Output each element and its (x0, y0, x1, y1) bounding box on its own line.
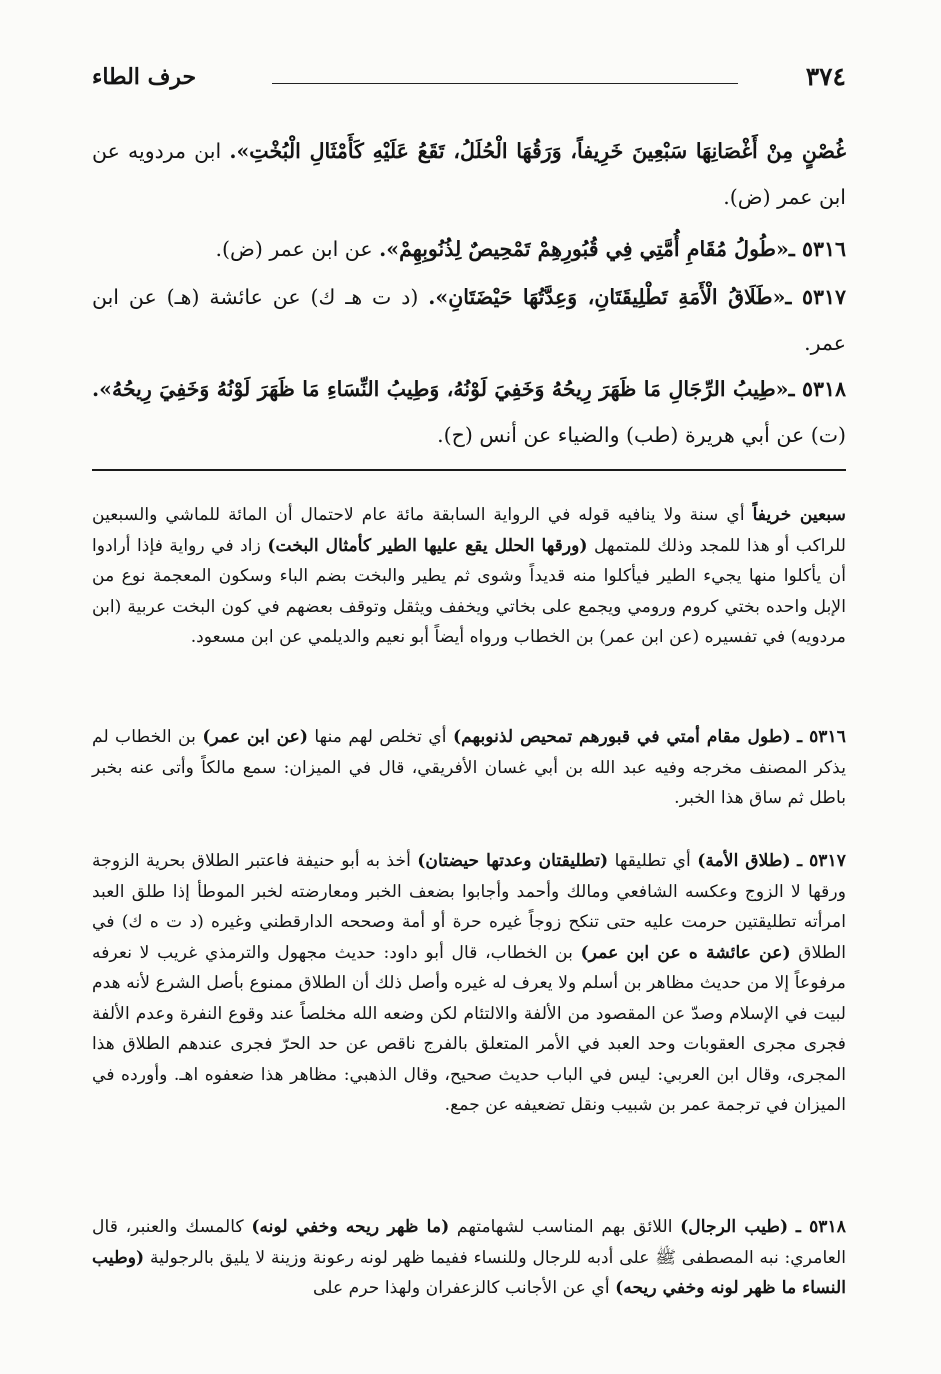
text-commentary-divider (92, 469, 846, 471)
hadith-text: «طَلَاقُ الْأَمَةِ تَطْلِيقَتَانِ، وَعِدَّتُهَا حَيْضَتَانِ». (428, 285, 786, 309)
commentary-quote: سبعين خريفاً (752, 505, 846, 525)
commentary-text: بن الخطاب لم يذكر المصنف مخرجه وفيه عبد الله بن أبي غسان الأفريقي، قال في الميزان: سمع مالكاً وأتى عنه بخبر باطل ثم ساق هذا الخبر. (92, 727, 846, 808)
commentary-text: (ابن مردويه) (92, 596, 846, 647)
header-rule (272, 83, 738, 84)
commentary-text: كالمسك والعنبر، قال العامري: نبه المصطفى ﷺ على أدبه للرجال وللنساء ففيما ظهر لونه رعونة وزينة لا يليق بالرجولية (92, 1217, 846, 1268)
hadith-number: ٥٣١٦ ـ (788, 237, 846, 261)
commentary-number: ٥٣١٦ ـ (797, 727, 846, 747)
page-header (92, 62, 846, 96)
hadith-text: «طُولُ مُقَامِ أُمَّتِي فِي قُبُورِهِمْ تَمْحِيصٌ لِذُنُوبِهِمْ». (379, 237, 789, 261)
commentary-quote: (ما ظهر ريحه وخفي لونه) (251, 1217, 450, 1237)
commentary-text: (د ت ه ك) (121, 912, 204, 932)
commentary-text: أي سنة ولا ينافيه قوله في الرواية السابقة مائة عام لاحتمال أن المائة للماشي والسبعين للراكب أو هذا للمجد وذلك للمتمهل (92, 505, 846, 556)
commentary-number: ٥٣١٧ ـ (797, 851, 847, 871)
hadith-5318 (92, 366, 846, 458)
commentary-text: بن الخطاب، قال أبو داود: حديث مجهول والترمذي غريب لا نعرفه مرفوعاً إلا من حديث مظاهر بن أسلم ولا يعرف له غيره وأصل ذلك أن الطلاق ممنوع بأصل الشرع لأنه هدم لبيت في الإسلام وصدّ عن المقصود من الألفة والالتئام لكن وضعه الله مخلصاً عند وقوع النفرة وعدم الألفة فجرى مجرى العقوبات وحد العبد في الأمر المتعلق بالفرج ناقص عن حد الحرّ فجرى عندهم الطلاق هذا المجرى، وقال ابن العربي: ليس في الباب حديث صحيح، وقال الذهبي: مظاهر هذا ضعفوه اهـ. وأورده في الميزان في ترجمة عمر بن شبيب ونقل تضعيفه عن جمع. (92, 942, 846, 1115)
commentary-quote: (ورقها الحلل يقع عليها الطير كأمثال البخت) (267, 535, 588, 556)
commentary-number: ٥٣١٨ ـ (795, 1217, 847, 1237)
commentary-text: (عن ابن عمر) (599, 627, 700, 647)
commentary-text: في تفسيره (699, 627, 791, 647)
commentary-text: اللائق بهم المناسب لشهامتهم (449, 1217, 681, 1237)
commentary-quote: (عن ابن عمر) (202, 727, 309, 747)
commentary-5317 (92, 846, 846, 1121)
commentary-quote: (تطليقتان وعدتها حيضتان) (417, 851, 609, 871)
commentary-text: أي تطليقها (608, 851, 698, 871)
hadith-5317 (92, 274, 846, 366)
hadith-number: ٥٣١٨ ـ (788, 377, 846, 401)
commentary-5316 (92, 722, 846, 814)
commentary-text: أخذ به أبو حنيفة فاعتبر الطلاق بحرية الزوجة ورقها لا الزوج وعكسه الشافعي ومالك وأحمد وأجابوا بضعف الخبر ومعارضته لخبر الموطأ إذا طلق العبد امرأته تطليقتين حرمت عليه حتى تنكح زوجاً غيره حرة أو أمة وصححه الدارقطني وغيره (92, 851, 846, 932)
commentary-quote: (طلاق الأمة) (697, 851, 791, 871)
commentary-text: في الطلاق (92, 912, 846, 963)
commentary-text: زاد في رواية فإذا أرادوا أن يأكلوا منها يجيء الطير فيأكلوا منه قديداً وشوى ثم يطير والبخت بضم الباء وسكون المعجمة نوع من الإبل واحده بختي كروم ورومي ويجمع على بخاتي ويخفف ويثقل وتوقف بعضهم في كون البخت عربية (92, 535, 846, 617)
commentary-continuation (92, 500, 846, 653)
commentary-quote: (طول مقام أمتي في قبورهم تمحيص لذنوبهم) (452, 727, 791, 747)
hadith-text: «طِيبُ الرِّجَالِ مَا ظَهَرَ رِيحُهُ وَخَفِيَ لَوْنُهُ، وَطِيبُ النِّسَاءِ مَا ظَهَرَ لَوْنُهُ وَخَفِيَ رِيحُهُ». (92, 377, 789, 401)
commentary-text: بن الخطاب ورواه أيضاً أبو نعيم والديلمي عن ابن مسعود. (190, 627, 600, 647)
commentary-text: أي تخلص لهم منها (308, 727, 453, 747)
hadith-continuation (92, 128, 846, 220)
commentary-quote: (عن عائشة ه عن ابن عمر) (580, 942, 791, 963)
hadith-source: (ت) عن أبي هريرة (طب) والضياء عن أنس (ح). (437, 423, 846, 447)
commentary-quote: (طيب الرجال) (680, 1217, 789, 1237)
commentary-text: أي عن الأجانب كالزعفران ولهذا حرم على (312, 1278, 616, 1298)
hadith-number: ٥٣١٧ ـ (785, 285, 846, 309)
hadith-text: غُصْنٍ مِنْ أَغْصَانِهَا سَبْعِينَ خَرِيفاً، وَرَقُهَا الْحُلَلُ، تَقَعُ عَلَيْهِ كَأَمْثَالِ الْبُخْتِ». (229, 139, 846, 163)
commentary-5318 (92, 1212, 846, 1304)
commentary-quote: (وطيب النساء ما ظهر لونه وخفي ريحه) (92, 1247, 846, 1298)
hadith-source: (د ت هـ ك) عن عائشة (هـ) عن ابن عمر. (92, 285, 846, 355)
hadith-5316 (92, 226, 846, 272)
hadith-source: ابن مردويه عن ابن عمر (ض). (92, 139, 846, 209)
running-title: حرف الطاء (92, 64, 197, 90)
page-number: ٣٧٤ (805, 62, 846, 91)
hadith-source: عن ابن عمر (ض). (215, 237, 373, 261)
